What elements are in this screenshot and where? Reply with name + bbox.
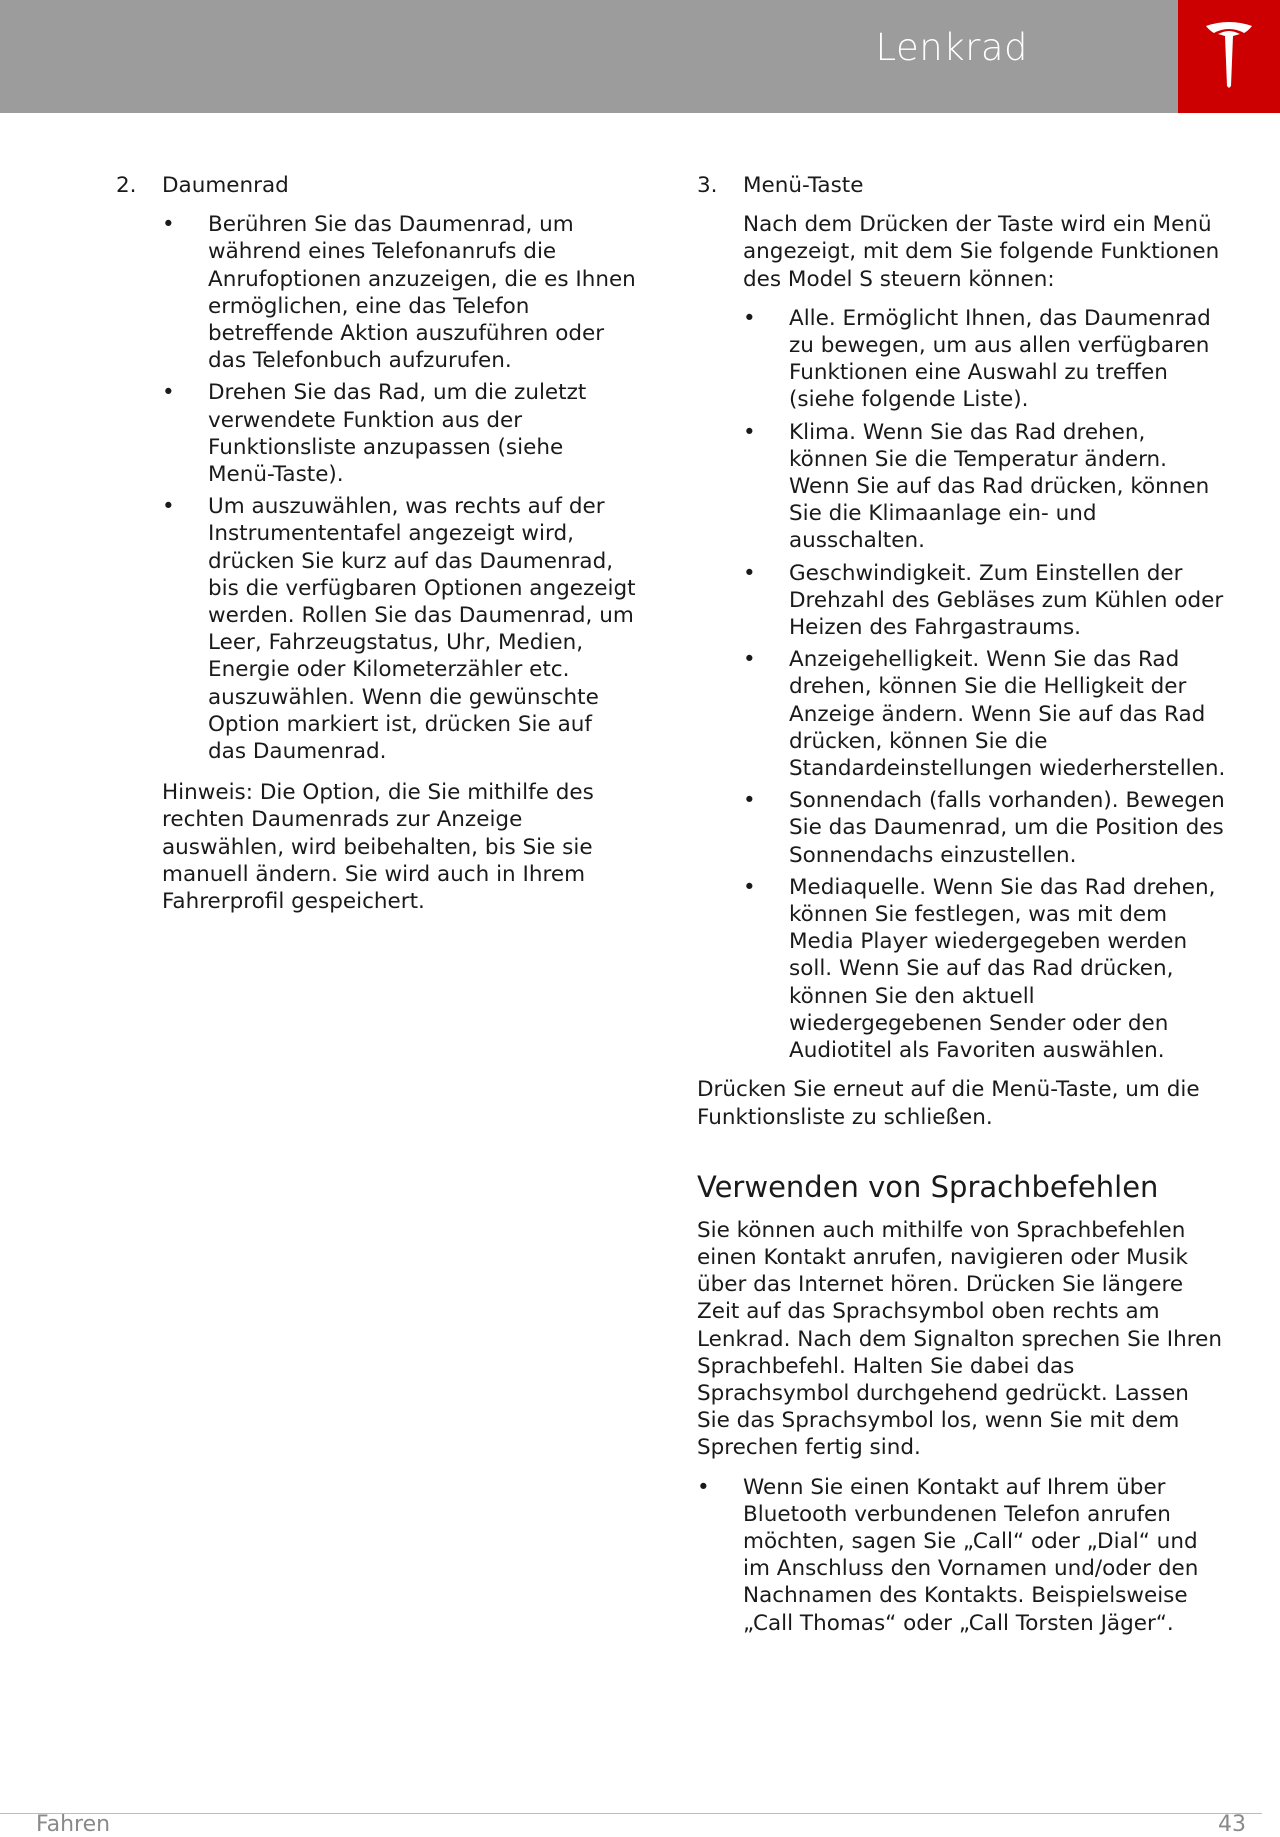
closing-paragraph: Drücken Sie erneut auf die Menü-Taste, um die Funktionsliste zu schließen. <box>697 1077 1200 1130</box>
bullet-dot-icon: • <box>743 560 756 586</box>
list-item: • Mediaquelle. Wenn Sie das Rad drehen, können Sie festlegen, was mit dem Media Player wiedergegeben werden soll. Wenn Sie auf das Rad drücken, können Sie den aktuell wiedergegebenen Sender oder den Audiotitel als Favoriten auswählen. <box>743 874 1216 1064</box>
page-number: 43 <box>1218 1812 1246 1837</box>
left-column <box>116 172 636 927</box>
footer-divider <box>0 1813 1262 1814</box>
bullet-dot-icon: • <box>697 1474 710 1500</box>
bullet-dot-icon: • <box>162 380 175 406</box>
bullet-dot-icon: • <box>162 212 175 238</box>
footer-section: Fahren <box>36 1812 111 1837</box>
bullet-dot-icon: • <box>162 494 175 520</box>
section-paragraph: Sie können auch mithilfe von Sprachbefehlen einen Kontakt anrufen, navigieren oder Musik über das Internet hören. Drücken Sie längere Zeit auf das Sprachsymbol oben rechts am Lenkrad. Nach dem Signalton sprechen Sie Ihren Sprachbefehl. Halten Sie dabei das Sprachsymbol durchgehend gedrückt. Lassen Sie das Sprachsymbol los, wenn Sie mit dem Sprechen fertig sind. <box>697 1217 1222 1461</box>
note-paragraph: Hinweis: Die Option, die Sie mithilfe des rechten Daumenrads zur Anzeige auswählen, wird beibehalten, bis Sie sie manuell ändern. Sie wird auch in Ihrem Fahrerprofil gespeichert. <box>162 780 594 915</box>
list-item: • Drehen Sie das Rad, um die zuletzt verwendete Funktion aus der Funktionsliste anzupassen (siehe Menü-Taste). <box>162 380 587 488</box>
bullet-dot-icon: • <box>743 874 756 900</box>
numbered-item-menu-taste <box>697 172 1227 199</box>
list-item: • Geschwindigkeit. Zum Einstellen der Drehzahl des Gebläses zum Kühlen oder Heizen des Fahrgastraums. <box>743 560 1224 641</box>
list-item: • Um auszuwählen, was rechts auf der Instrumententafel angezeigt wird, drücken Sie kurz auf das Daumenrad, bis die verfügbaren Optionen angezeigt werden. Rollen Sie das Daumenrad, um Leer, Fahrzeugstatus, Uhr, Medien, Energie oder Kilometerzähler etc. auszuwählen. Wenn die gewünschte Option markiert ist, drücken Sie auf das Daumenrad. <box>162 494 636 765</box>
section-heading: Verwenden von Sprachbefehlen <box>697 1169 1159 1204</box>
header-bar <box>0 0 1178 113</box>
list-item: • Berühren Sie das Daumenrad, um während eines Telefonanrufs die Anrufoptionen anzuzeigen, die es Ihnen ermöglichen, eine das Telefon betreffende Aktion auszuführen oder das Telefonbuch aufzurufen. <box>162 212 636 374</box>
list-item: • Sonnendach (falls vorhanden). Bewegen Sie das Daumenrad, um die Position des Sonnendachs einzustellen. <box>743 788 1225 868</box>
tesla-logo-icon <box>1204 22 1254 88</box>
page-title: Lenkrad <box>875 26 1028 69</box>
list-item: • Alle. Ermöglicht Ihnen, das Daumenrad zu bewegen, um aus allen verfügbaren Funktionen eine Auswahl zu treffen (siehe folgende Liste). <box>743 305 1211 413</box>
intro-paragraph: Nach dem Drücken der Taste wird ein Menü angezeigt, mit dem Sie folgende Funktionen des Model S steuern können: <box>743 212 1220 292</box>
brand-logo-box <box>1178 0 1280 113</box>
list-item: • Klima. Wenn Sie das Rad drehen, können Sie die Temperatur ändern. Wenn Sie auf das Rad drücken, können Sie die Klimaanlage ein- und ausschalten. <box>743 419 1210 554</box>
bullet-dot-icon: • <box>743 305 756 331</box>
list-item: • Wenn Sie einen Kontakt auf Ihrem über Bluetooth verbundenen Telefon anrufen möchten, sagen Sie „Call“ oder „Dial“ und im Anschluss den Vornamen und/oder den Nachnamen des Kontakts. Beispielsweise „Call Thomas“ oder „Call Torsten Jäger“. <box>697 1474 1199 1636</box>
bullet-dot-icon: • <box>743 647 756 673</box>
bullet-dot-icon: • <box>743 788 756 814</box>
menu-taste-body <box>743 211 1227 1064</box>
numbered-item-daumenrad <box>116 172 636 199</box>
bullet-dot-icon: • <box>743 419 756 445</box>
item-title: Daumenrad <box>162 173 289 198</box>
list-item: • Anzeigehelligkeit. Wenn Sie das Rad drehen, können Sie die Helligkeit der Anzeige ändern. Wenn Sie auf das Rad drücken, können Sie die Standardeinstellungen wiederherstellen. <box>743 647 1226 782</box>
item-title: Menü-Taste <box>743 173 864 198</box>
item-number: 3. <box>697 173 718 198</box>
daumenrad-bullets <box>162 211 636 915</box>
item-number: 2. <box>116 173 137 198</box>
right-column <box>697 172 1227 1642</box>
